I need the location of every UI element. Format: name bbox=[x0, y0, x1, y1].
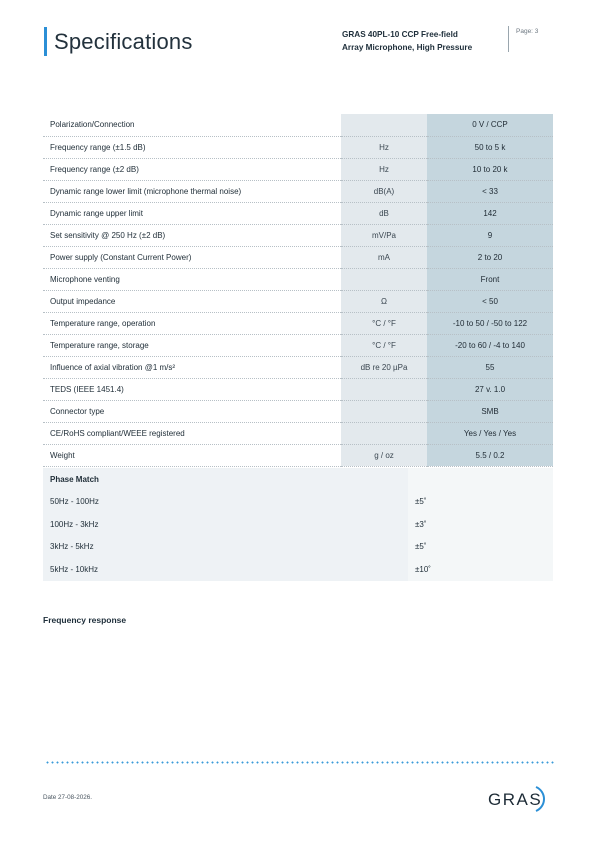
spec-unit bbox=[341, 114, 427, 136]
spec-label: Frequency range (±1.5 dB) bbox=[43, 136, 341, 158]
spec-unit: °C / °F bbox=[341, 334, 427, 356]
page-number: Page: 3 bbox=[516, 28, 539, 35]
spec-unit: dB(A) bbox=[341, 180, 427, 202]
spec-label: Polarization/Connection bbox=[43, 114, 341, 136]
phase-match-header-row bbox=[43, 468, 553, 491]
spec-row bbox=[43, 378, 553, 400]
spec-value: 0 V / CCP bbox=[427, 114, 553, 136]
phase-match-row bbox=[43, 536, 553, 559]
spec-unit: Hz bbox=[341, 158, 427, 180]
specifications-table bbox=[43, 114, 553, 467]
spec-unit bbox=[341, 378, 427, 400]
product-name bbox=[342, 28, 472, 54]
phase-match-value: ±5˚ bbox=[408, 536, 553, 559]
footer-date: Date 27-08-2026. bbox=[43, 794, 93, 801]
spec-value: 142 bbox=[427, 202, 553, 224]
spec-unit bbox=[341, 422, 427, 444]
phase-match-value: ±3˚ bbox=[408, 513, 553, 536]
spec-unit: dB re 20 µPa bbox=[341, 356, 427, 378]
phase-match-label: 50Hz - 100Hz bbox=[43, 491, 408, 514]
spec-row bbox=[43, 246, 553, 268]
spec-row bbox=[43, 290, 553, 312]
spec-unit bbox=[341, 400, 427, 422]
spec-label: Output impedance bbox=[43, 290, 341, 312]
spec-value: -10 to 50 / -50 to 122 bbox=[427, 312, 553, 334]
spec-label: TEDS (IEEE 1451.4) bbox=[43, 378, 341, 400]
spec-row bbox=[43, 114, 553, 136]
spec-row bbox=[43, 202, 553, 224]
title-accent-bar bbox=[44, 27, 47, 56]
page-title: Specifications bbox=[54, 29, 193, 54]
phase-match-heading: Phase Match bbox=[43, 468, 408, 491]
spec-label: Temperature range, storage bbox=[43, 334, 341, 356]
spec-unit bbox=[341, 268, 427, 290]
phase-match-row bbox=[43, 558, 553, 581]
phase-match-label: 5kHz - 10kHz bbox=[43, 558, 408, 581]
spec-value: 55 bbox=[427, 356, 553, 378]
gras-logo-text: GRAS bbox=[488, 790, 543, 809]
spec-value: 10 to 20 k bbox=[427, 158, 553, 180]
spec-row bbox=[43, 444, 553, 466]
spec-row bbox=[43, 422, 553, 444]
spec-value: < 33 bbox=[427, 180, 553, 202]
phase-match-value: ±5˚ bbox=[408, 491, 553, 514]
spec-value: -20 to 60 / -4 to 140 bbox=[427, 334, 553, 356]
frequency-response-heading: Frequency response bbox=[43, 615, 127, 625]
spec-row bbox=[43, 224, 553, 246]
spec-unit: mV/Pa bbox=[341, 224, 427, 246]
spec-row bbox=[43, 136, 553, 158]
spec-label: Dynamic range upper limit bbox=[43, 202, 341, 224]
header-divider bbox=[508, 26, 509, 52]
spec-label: Dynamic range lower limit (microphone thermal noise) bbox=[43, 180, 341, 202]
spec-row bbox=[43, 400, 553, 422]
spec-value: Front bbox=[427, 268, 553, 290]
spec-value: 5.5 / 0.2 bbox=[427, 444, 553, 466]
product-name-line-2: Array Microphone, High Pressure bbox=[342, 43, 473, 52]
spec-label: Influence of axial vibration @1 m/s² bbox=[43, 356, 341, 378]
spec-label: CE/RoHS compliant/WEEE registered bbox=[43, 422, 341, 444]
product-name-line-1: GRAS 40PL-10 CCP Free-field bbox=[342, 30, 458, 39]
footer-dotted-divider bbox=[45, 761, 554, 764]
spec-label: Frequency range (±2 dB) bbox=[43, 158, 341, 180]
spec-row bbox=[43, 158, 553, 180]
spec-label: Weight bbox=[43, 444, 341, 466]
spec-label: Set sensitivity @ 250 Hz (±2 dB) bbox=[43, 224, 341, 246]
spec-unit: Hz bbox=[341, 136, 427, 158]
spec-unit: Ω bbox=[341, 290, 427, 312]
spec-value: < 50 bbox=[427, 290, 553, 312]
spec-label: Connector type bbox=[43, 400, 341, 422]
spec-label: Microphone venting bbox=[43, 268, 341, 290]
spec-value: 9 bbox=[427, 224, 553, 246]
phase-match-heading-spacer bbox=[408, 468, 553, 491]
spec-value: Yes / Yes / Yes bbox=[427, 422, 553, 444]
phase-match-label: 100Hz - 3kHz bbox=[43, 513, 408, 536]
spec-row bbox=[43, 268, 553, 290]
spec-value: 2 to 20 bbox=[427, 246, 553, 268]
spec-value: 27 v. 1.0 bbox=[427, 378, 553, 400]
spec-row bbox=[43, 312, 553, 334]
spec-unit: mA bbox=[341, 246, 427, 268]
phase-match-row bbox=[43, 491, 553, 514]
spec-row bbox=[43, 356, 553, 378]
phase-match-row bbox=[43, 513, 553, 536]
spec-unit: °C / °F bbox=[341, 312, 427, 334]
spec-unit: dB bbox=[341, 202, 427, 224]
spec-row bbox=[43, 334, 553, 356]
spec-label: Temperature range, operation bbox=[43, 312, 341, 334]
spec-row bbox=[43, 180, 553, 202]
spec-value: SMB bbox=[427, 400, 553, 422]
phase-match-label: 3kHz - 5kHz bbox=[43, 536, 408, 559]
phase-match-value: ±10˚ bbox=[408, 558, 553, 581]
spec-unit: g / oz bbox=[341, 444, 427, 466]
gras-logo bbox=[486, 784, 548, 814]
spec-label: Power supply (Constant Current Power) bbox=[43, 246, 341, 268]
spec-value: 50 to 5 k bbox=[427, 136, 553, 158]
phase-match-table bbox=[43, 468, 553, 581]
